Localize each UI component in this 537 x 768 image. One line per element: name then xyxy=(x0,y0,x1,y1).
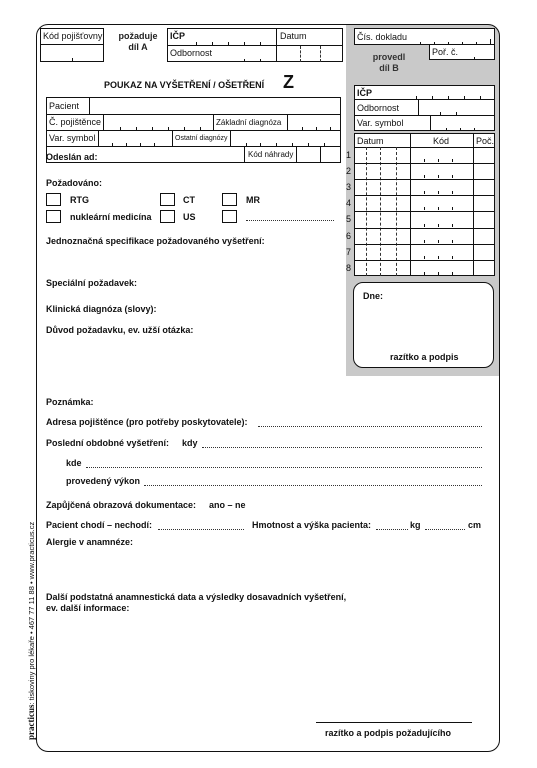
table-row-number: 1 xyxy=(346,150,352,160)
var-symbol-label: Var. symbol xyxy=(49,133,96,143)
weight-field[interactable] xyxy=(376,529,408,530)
table-row-divider xyxy=(354,260,495,261)
other-data-label-line1: Další podstatná anamnestická data a výsledky dosavadních vyšetření, xyxy=(46,592,347,602)
height-field[interactable] xyxy=(425,529,465,530)
option-mr-label: MR xyxy=(246,195,260,205)
table-cell-tick xyxy=(438,256,439,259)
table-cell-tick xyxy=(424,272,425,275)
table-cell-tick xyxy=(438,207,439,210)
checkbox-mr[interactable] xyxy=(222,193,237,206)
table-cell-tick xyxy=(424,175,425,178)
option-rtg-label: RTG xyxy=(70,195,89,205)
table-cell-tick xyxy=(424,256,425,259)
requested-label: Požadováno: xyxy=(46,178,103,188)
table-row-divider xyxy=(354,195,495,196)
address-label: Adresa pojištěnce (pro potřeby poskytovatele): xyxy=(46,417,248,427)
special-requests-label: Speciální požadavek: xyxy=(46,278,138,288)
table-row-number: 6 xyxy=(346,230,352,241)
table-cell-tick xyxy=(424,240,425,243)
checkbox-rtg[interactable] xyxy=(46,193,61,206)
requester-signature-label: razítko a podpis požadujícího xyxy=(325,728,452,738)
table-cell-tick xyxy=(452,240,453,243)
requesting-part-label: požaduje díl A xyxy=(118,31,158,52)
form-title: POUKAZ NA VYŠETŘENÍ / OŠETŘENÍ xyxy=(104,80,265,90)
weight-height-label: Hmotnost a výška pacienta: xyxy=(252,520,372,530)
provider-signature-label: razítko a podpis xyxy=(390,352,459,362)
publisher-brand: practicus xyxy=(26,704,36,740)
table-row-number: 8 xyxy=(346,262,352,273)
provider-var-symbol-label: Var. symbol xyxy=(357,118,404,128)
table-row-number: 5 xyxy=(346,214,352,225)
specification-label: Jednoznačná specifikace požadovaného vyšetření: xyxy=(46,236,265,246)
performed-part-label: provedl díl B xyxy=(372,52,406,73)
checkbox-other[interactable] xyxy=(222,210,237,223)
publisher-contact: : tiskoviny pro lékaře • 467 77 11 88 • www.practicus.cz xyxy=(27,521,36,705)
requester-specialty-label: Odbornost xyxy=(170,48,213,58)
last-exam-where-label: kde xyxy=(66,458,82,468)
other-exam-field[interactable] xyxy=(246,220,334,221)
table-cell-tick xyxy=(424,159,425,162)
result-date-label: Dne: xyxy=(363,291,383,301)
publisher-footer xyxy=(27,522,36,740)
table-row-divider xyxy=(354,179,495,180)
table-cell-tick xyxy=(452,175,453,178)
table-header-date: Datum xyxy=(357,136,384,146)
last-exam-label: Poslední obdobné vyšetření: xyxy=(46,438,170,448)
kg-label: kg xyxy=(410,520,421,530)
main-diagnosis-label: Základní diagnóza xyxy=(216,118,282,127)
table-cell-tick xyxy=(452,207,453,210)
table-cell-tick xyxy=(424,207,425,210)
last-exam-when-field[interactable] xyxy=(202,447,482,448)
table-row-divider xyxy=(354,244,495,245)
patient-name-field[interactable] xyxy=(90,98,340,113)
provider-specialty-label: Odbornost xyxy=(357,103,400,113)
table-row-divider xyxy=(354,163,495,164)
table-header-count: Poč. xyxy=(476,136,495,146)
walking-label: Pacient chodí – nechodí: xyxy=(46,520,153,530)
allergy-label: Alergie v anamnéze: xyxy=(46,537,134,547)
clinical-diagnosis-label: Klinická diagnóza (slovy): xyxy=(46,304,157,314)
option-ct-label: CT xyxy=(183,195,195,205)
other-data-label-line2: ev. další informace: xyxy=(46,603,130,613)
walking-field[interactable] xyxy=(158,529,244,530)
patient-label: Pacient xyxy=(49,101,80,111)
provider-icp-label: IČP xyxy=(357,88,373,98)
table-cell-tick xyxy=(424,191,425,194)
imaging-docs-label: Zapůjčená obrazová dokumentace: xyxy=(46,500,197,510)
table-cell-tick xyxy=(452,272,453,275)
table-cell-tick xyxy=(424,224,425,227)
last-exam-procedure-field[interactable] xyxy=(144,485,482,486)
sent-from-label: Odeslán ad: xyxy=(46,152,98,162)
table-cell-tick xyxy=(452,159,453,162)
insurer-code-label: Kód pojišťovny xyxy=(43,31,103,41)
order-number-label: Poř. č. xyxy=(432,47,459,57)
imaging-docs-answer[interactable]: ano – ne xyxy=(209,500,246,510)
table-cell-tick xyxy=(438,272,439,275)
requester-date-label: Datum xyxy=(280,31,307,41)
reason-label: Důvod požadavku, ev. užší otázka: xyxy=(46,325,194,335)
address-field[interactable] xyxy=(258,426,482,427)
form-type-letter: Z xyxy=(283,72,294,92)
table-row-number: 7 xyxy=(346,246,352,257)
table-cell-tick xyxy=(438,240,439,243)
table-row-divider xyxy=(354,228,495,229)
cm-label: cm xyxy=(468,520,482,530)
compensation-code-label: Kód náhrady xyxy=(248,150,294,159)
last-exam-procedure-label: provedený výkon xyxy=(66,476,141,486)
doc-number-label: Čís. dokladu xyxy=(357,32,408,42)
signature-line[interactable] xyxy=(316,722,472,723)
last-exam-when-label: kdy xyxy=(182,438,198,448)
insurance-number-label: Č. pojištěnce xyxy=(49,117,102,127)
checkbox-ct[interactable] xyxy=(160,193,175,206)
note-label: Poznámka: xyxy=(46,397,94,407)
table-row-number: 2 xyxy=(346,166,352,177)
last-exam-where-field[interactable] xyxy=(86,467,482,468)
table-cell-tick xyxy=(438,191,439,194)
table-cell-tick xyxy=(452,191,453,194)
table-cell-tick xyxy=(452,256,453,259)
option-us-label: US xyxy=(183,212,196,222)
table-row-divider xyxy=(354,211,495,212)
table-cell-tick xyxy=(438,175,439,178)
checkbox-nuclear-medicine[interactable] xyxy=(46,210,61,223)
other-diagnoses-label: Ostatní diagnózy xyxy=(175,135,228,142)
table-row-number: 3 xyxy=(346,182,352,193)
table-header-code: Kód xyxy=(433,136,450,146)
table-cell-tick xyxy=(438,224,439,227)
checkbox-us[interactable] xyxy=(160,210,175,223)
table-row-number: 4 xyxy=(346,198,352,209)
option-nuclear-medicine-label: nukleární medicína xyxy=(70,212,152,222)
table-cell-tick xyxy=(438,159,439,162)
table-cell-tick xyxy=(452,224,453,227)
requester-icp-label: IČP xyxy=(170,31,186,41)
